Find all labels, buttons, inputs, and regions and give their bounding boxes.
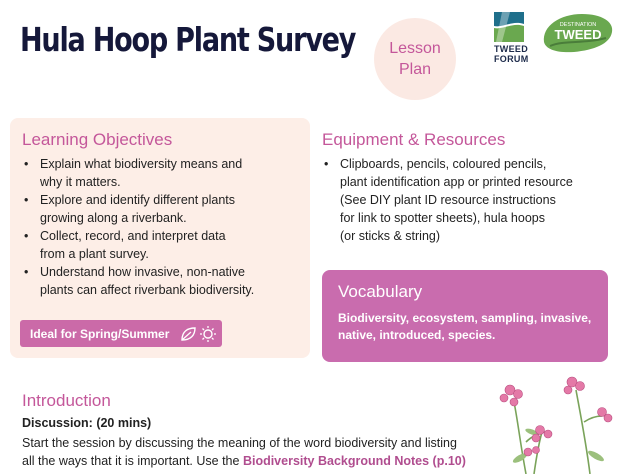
badge-line-1: Lesson bbox=[389, 40, 441, 57]
tweed-forum-line-2: FORUM bbox=[494, 54, 529, 64]
leaf-sun-icon bbox=[179, 325, 219, 343]
equipment-list bbox=[322, 155, 622, 245]
page-title: Hula Hoop Plant Survey bbox=[20, 20, 356, 59]
vocabulary-panel bbox=[322, 270, 608, 362]
discussion-label: Discussion: (20 mins) bbox=[22, 416, 152, 430]
introduction-body bbox=[22, 434, 472, 470]
vocabulary-heading: Vocabulary bbox=[338, 282, 423, 301]
introduction-heading: Introduction bbox=[22, 391, 111, 410]
equipment-heading: Equipment & Resources bbox=[322, 130, 506, 149]
destination-big-text: TWEED bbox=[554, 27, 602, 42]
learning-objectives-list bbox=[22, 155, 307, 299]
badge-line-2: Plan bbox=[398, 61, 432, 78]
flower-illustration bbox=[490, 372, 622, 474]
tweed-forum-logo-mark bbox=[492, 10, 526, 44]
list-item: • Understand how invasive, non-native plants can affect riverbank biodiversity. bbox=[22, 263, 307, 299]
list-item: • Explain what biodiversity means and why it matters. bbox=[22, 155, 307, 191]
intro-line-2: all the ways that it is important. Use the bbox=[22, 454, 243, 468]
destination-tweed-logo bbox=[540, 8, 616, 56]
list-item: • Explore and identify different plants growing along a riverbank. bbox=[22, 191, 307, 227]
learning-objectives-heading: Learning Objectives bbox=[22, 130, 173, 149]
list-item: • Clipboards, pencils, coloured pencils, plant identification app or printed resource (See DIY plant ID resource instructions for link to spotter sheets), hula hoops (or sticks & string) bbox=[322, 155, 622, 245]
destination-tweed-logo-mark bbox=[540, 8, 616, 56]
tweed-forum-line-1: TWEED bbox=[494, 44, 528, 54]
season-tag bbox=[20, 320, 222, 347]
lesson-plan-badge bbox=[374, 18, 456, 100]
vocabulary-terms: Biodiversity, ecosystem, sampling, invasive, native, introduced, species. bbox=[338, 311, 592, 342]
season-label: Ideal for Spring/Summer bbox=[30, 326, 170, 341]
intro-line-1: Start the session by discussing the meaning of the word biodiversity and listing bbox=[22, 436, 457, 450]
list-item: • Collect, record, and interpret data from a plant survey. bbox=[22, 227, 307, 263]
destination-small-text: DESTINATION bbox=[559, 22, 597, 28]
background-notes-link[interactable]: Biodiversity Background Notes (p.10) bbox=[242, 454, 466, 468]
tweed-forum-wordmark bbox=[494, 44, 529, 64]
